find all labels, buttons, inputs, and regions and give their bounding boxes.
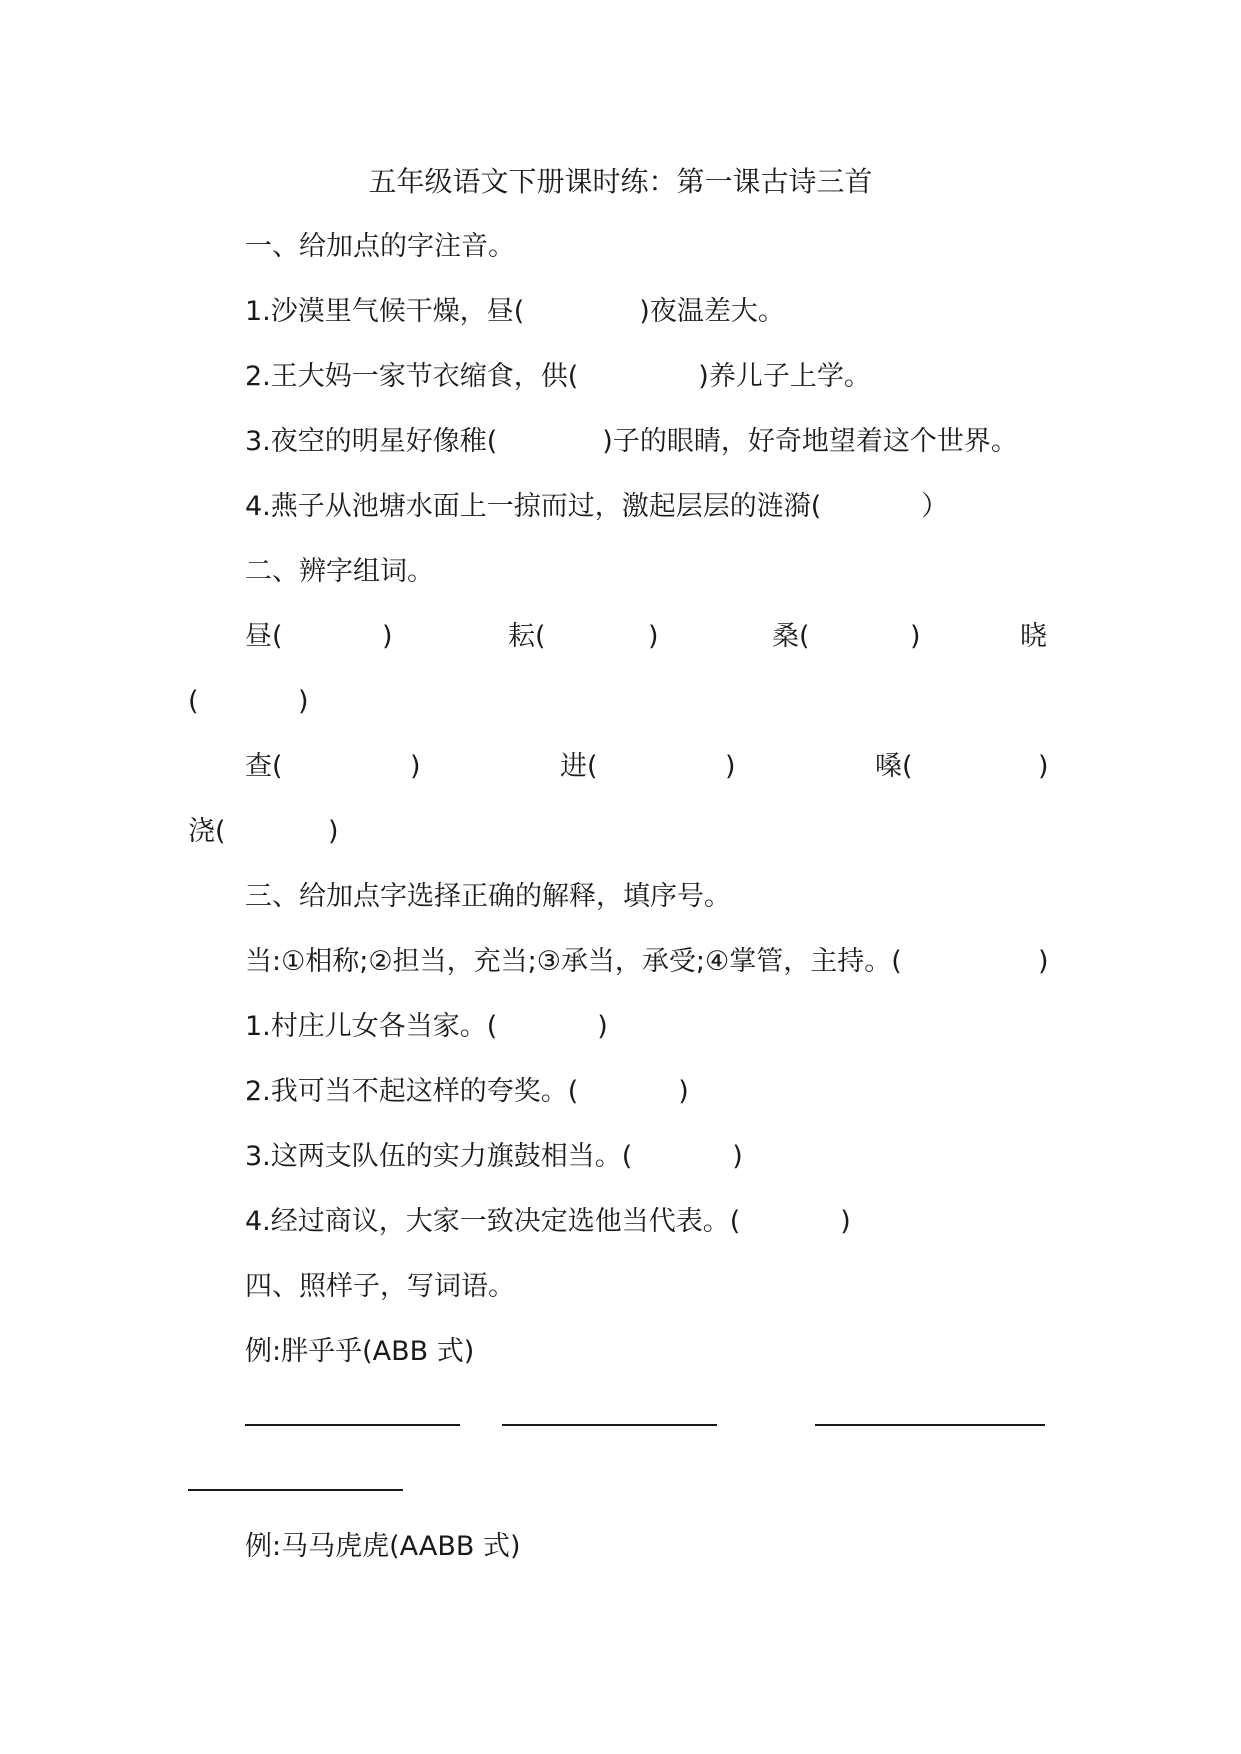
- section1-heading: 一、给加点的字注音。: [245, 231, 515, 262]
- s2-r2-c2-open: 进(: [560, 751, 598, 782]
- s2-r2-c3-close: ): [1038, 751, 1049, 782]
- s2-r2-c4-close: ): [328, 816, 339, 847]
- s3-q1-text: 1.村庄儿女各当家。(: [245, 1011, 498, 1042]
- page-title: 五年级语文下册课时练：第一课古诗三首: [368, 165, 873, 198]
- s1-question-1: [245, 295, 785, 329]
- s3-question-3: [245, 1140, 743, 1174]
- answer-line-1[interactable]: [245, 1424, 460, 1426]
- s1-question-3: [245, 425, 1018, 459]
- s4-example-2: 例:马马虎虎(AABB 式): [245, 1531, 521, 1562]
- s2-r1-c3-close: ): [910, 621, 921, 652]
- s2-r1-c2-open: 耘(: [508, 621, 546, 652]
- s1-q3-text: 3.夜空的明星好像稚(: [245, 426, 498, 457]
- answer-line-4[interactable]: [188, 1489, 403, 1491]
- s3-definition-end: ): [1038, 946, 1049, 977]
- s1-q1-text: 1.沙漠里气候干燥，昼(: [245, 296, 525, 327]
- s2-r2-c2-close: ): [725, 751, 736, 782]
- s2-r2-c4-open: 浇(: [188, 816, 226, 847]
- s2-r1-c1-open: 昼(: [245, 621, 283, 652]
- s1-q1-end: )夜温差大。: [639, 296, 785, 327]
- s1-q2-text: 2.王大妈一家节衣缩食，供(: [245, 361, 579, 392]
- section2-heading: 二、辨字组词。: [245, 556, 434, 587]
- s2-r1-c2-close: ): [648, 621, 659, 652]
- s2-r1-c4-open: (: [188, 686, 199, 717]
- s3-question-1: [245, 1010, 608, 1044]
- s2-r1-c3-open: 桑(: [772, 621, 810, 652]
- s1-question-2: [245, 360, 871, 394]
- s2-r1-c4-close: ): [298, 686, 309, 717]
- s1-question-4: [245, 490, 948, 524]
- section4-heading: 四、照样子，写词语。: [245, 1271, 515, 1302]
- s3-q4-text: 4.经过商议，大家一致决定选他当代表。(: [245, 1206, 741, 1237]
- s2-r2-c1-open: 查(: [245, 751, 283, 782]
- answer-line-2[interactable]: [502, 1424, 717, 1426]
- s3-question-4: [245, 1205, 851, 1239]
- section3-heading: 三、给加点字选择正确的解释，填序号。: [245, 881, 731, 912]
- s3-q1-end: ): [597, 1011, 608, 1042]
- s1-q4-end: ）: [921, 491, 949, 522]
- s3-q4-end: ): [840, 1206, 851, 1237]
- s2-r2-c1-close: ): [410, 751, 421, 782]
- s3-q3-text: 3.这两支队伍的实力旗鼓相当。(: [245, 1141, 633, 1172]
- s3-q3-end: ): [732, 1141, 743, 1172]
- s3-q2-end: ): [678, 1076, 689, 1107]
- s3-q2-text: 2.我可当不起这样的夸奖。(: [245, 1076, 579, 1107]
- s1-q3-end: )子的眼睛，好奇地望着这个世界。: [602, 426, 1018, 457]
- s4-example-1: 例:胖乎乎(ABB 式): [245, 1336, 475, 1367]
- s3-definition: 当:①相称;②担当，充当;③承当，承受;④掌管，主持。(: [245, 946, 902, 977]
- s2-r1-c1-close: ): [382, 621, 393, 652]
- s2-r1-c4-char: 晓: [1020, 621, 1047, 652]
- answer-line-3[interactable]: [815, 1424, 1045, 1426]
- s1-q2-end: )养儿子上学。: [698, 361, 871, 392]
- s3-question-2: [245, 1075, 689, 1109]
- s2-r2-c3-open: 嗓(: [875, 751, 913, 782]
- s1-q4-text: 4.燕子从池塘水面上一掠而过，激起层层的涟漪(: [245, 491, 822, 522]
